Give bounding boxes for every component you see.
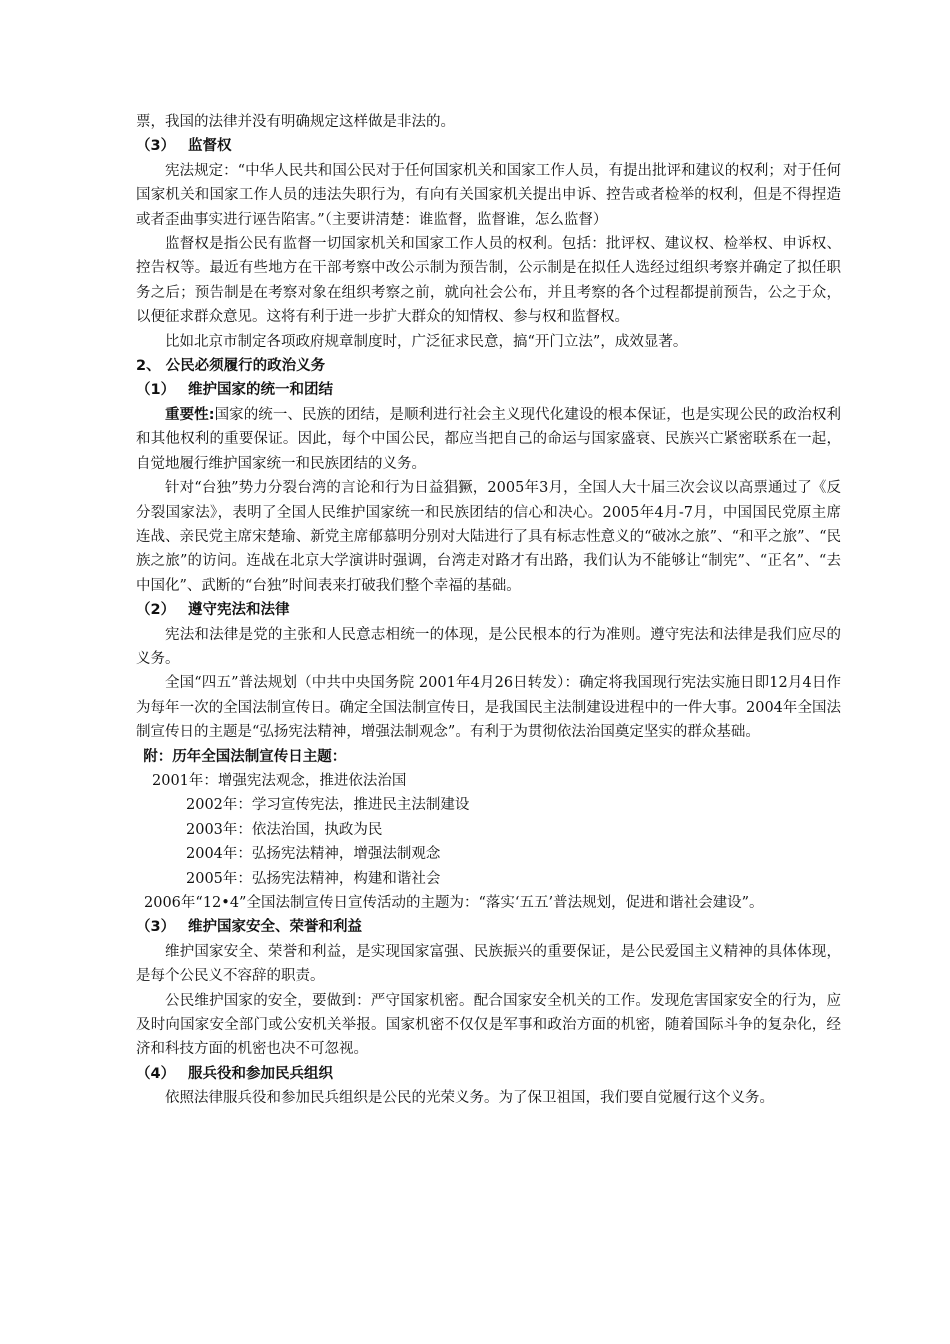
list-item: 2002年：学习宣传宪法，推进民主法制建设: [186, 797, 470, 814]
document-body: [136, 110, 841, 1111]
paragraph: 监督权是指公民有监督一切国家机关和国家工作人员的权利。包括：批评权、建议权、检举权、申诉权、控告权等。最近有些地方在干部考察中改公示制为预告制，公示制是在拟任人选经过组织考察并确定了拟任职务之后；预告制是在考察对象在组织考察之前，就向社会公布，并且考察的各个过程都提前预告，公之于众，以便征求群众意见。这将有利于进一步扩大群众的知情权、参与权和监督权。: [136, 236, 841, 326]
paragraph: 维护国家安全、荣誉和利益，是实现国家富强、民族振兴的重要保证，是公民爱国主义精神的具体体现，是每个公民义不容辞的职责。: [136, 943, 841, 985]
section-heading-supervision: [136, 134, 841, 158]
list-item: 2003年：依法治国，执政为民: [186, 821, 383, 838]
paragraph: 公民维护国家的安全，要做到：严守国家机密。配合国家安全机关的工作。发现危害国家安全的行为，应及时向国家安全部门或公安机关举报。国家机密不仅仅是军事和政治方面的机密，随着国际斗争的复杂化，经济和科技方面的机密也决不可忽视。: [136, 992, 841, 1058]
paragraph: 比如北京市制定各项政府规章制度时，广泛征求民意，搞“开门立法”，成效显著。: [165, 333, 688, 350]
section-heading-law: [136, 598, 841, 622]
lead-term: 重要性:: [165, 406, 215, 423]
list-item: 2001年：增强宪法观念，推进依法治国: [152, 772, 407, 789]
section-heading-military: [136, 1062, 841, 1086]
list-item: 2004年：弘扬宪法精神，增强法制观念: [186, 846, 441, 863]
heading-text: 遵守宪法和法律: [188, 602, 290, 619]
paragraph: [136, 403, 841, 476]
heading-text: 服兵役和参加民兵组织: [188, 1065, 333, 1082]
heading-number: （3）: [136, 919, 176, 936]
heading-number: （2）: [136, 602, 176, 619]
section-heading-unity: [136, 378, 841, 402]
heading-number: （1）: [136, 382, 176, 399]
paragraph-text: 国家的统一、民族的团结，是顺利进行社会主义现代化建设的根本保证，也是实现公民的政治权利和其他权利的重要保证。因此，每个中国公民，都应当把自己的命运与国家盛衰、民族兴亡紧密联系在一起，自觉地履行维护国家统一和民族团结的义务。: [136, 406, 841, 472]
paragraph: 宪法规定：“中华人民共和国公民对于任何国家机关和国家工作人员，有提出批评和建议的权利；对于任何国家机关和国家工作人员的违法失职行为，有向有关国家机关提出申诉、控告或者检举的权利，但是不得捏造或者歪曲事实进行诬告陷害。”（主要讲清楚：谁监督，监督谁，怎么监督）: [136, 162, 841, 228]
heading-number: （3）: [136, 138, 176, 155]
appendix-heading: 附：历年全国法制宣传日主题：: [143, 748, 347, 765]
paragraph: 依照法律服兵役和参加民兵组织是公民的光荣义务。为了保卫祖国，我们要自觉履行这个义务。: [165, 1090, 774, 1107]
paragraph: 2006年“12•4”全国法制宣传日宣传活动的主题为：“落实‘五五’普法规划，促进和谐社会建设”。: [144, 895, 764, 911]
heading-text: 监督权: [188, 138, 232, 155]
chapter-heading: 2、 公民必须履行的政治义务: [136, 358, 326, 375]
heading-text: 维护国家安全、荣誉和利益: [188, 919, 362, 936]
section-heading-security: [136, 915, 841, 939]
paragraph: 针对“台独”势力分裂台湾的言论和行为日益猖獗，2005年3月，全国人大十届三次会议以高票通过了《反分裂国家法》，表明了全国人民维护国家统一和民族团结的信心和决心。2005年4月-7月，中国国民党原主席连战、亲民党主席宋楚瑜、新党主席郁慕明分别对大陆进行了具有标志性意义的“破冰之旅”、“和平之旅”、“民族之旅”的访问。连战在北京大学演讲时强调，台湾走对路才有出路，我们认为不能够让“制宪”、“正名”、“去中国化”、武断的“台独”时间表来打破我们整个幸福的基础。: [136, 480, 841, 594]
paragraph: 宪法和法律是党的主张和人民意志相统一的体现，是公民根本的行为准则。遵守宪法和法律是我们应尽的义务。: [136, 626, 841, 667]
list-item: 2005年：弘扬宪法精神，构建和谐社会: [186, 870, 441, 887]
paragraph: 票，我国的法律并没有明确规定这样做是非法的。: [136, 114, 455, 130]
heading-number: （4）: [136, 1065, 176, 1082]
heading-text: 维护国家的统一和团结: [188, 382, 333, 399]
paragraph: 全国“四五”普法规划（中共中央国务院 2001年4月26日转发）：确定将我国现行宪法实施日即12月4日作为每年一次的全国法制宣传日。确定全国法制宣传日，是我国民主法制建设进程中的一件大事。2004年全国法制宣传日的主题是“弘扬宪法精神，增强法制观念”。有利于为贯彻依法治国奠定坚实的群众基础。: [136, 675, 841, 741]
